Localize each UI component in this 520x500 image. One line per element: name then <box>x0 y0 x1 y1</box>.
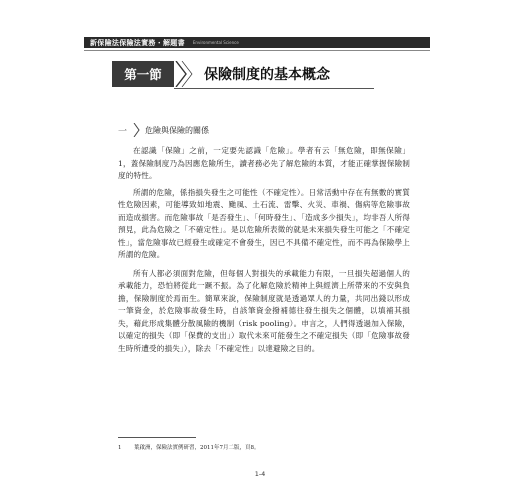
subsection-bracket-icon <box>132 123 142 137</box>
paragraph: 所有人都必須面對危險，但每個人對損失的承載能力有限，一旦損失超過個人的承載能力，恐怕將從此一蹶不振。為了化解危險於精神上與經濟上所帶來的不安與負擔，保險制度於焉而生。簡單來說，保險制度就是透過眾人的力量，共同出錢以形成一筆資金，於危險事故發生時，自該筆資金撥補德往發生損失之個體，以填補其損失，藉此形成集體分散風險的機制（risk pooling）。申言之，人們得透過加入保險，以確定的損失（即「保費的支出」）取代未來可能發生之不確定損失（即「危險事故發生時所遭受的損失」），除去「不確定性」以達避險之目的。 <box>118 268 410 353</box>
section-underline <box>174 88 374 89</box>
footnote-number: 1 <box>118 445 122 451</box>
section-divider-slash <box>174 61 198 87</box>
running-header <box>84 37 430 48</box>
header-subtitle: Environmental Science <box>192 40 239 45</box>
footnote-rule <box>118 437 196 438</box>
page-number: 1-4 <box>254 470 266 478</box>
header-title: 新保險法保險法實務・解題書 <box>90 38 185 47</box>
paragraph: 在認識「保險」之前，一定要先認識「危險」。學者有云「無危險，即無保險」1，蓋保險制度乃為因應危險所生，讀者務必先了解危險的本質，才能正確掌握保險制度的特性。 <box>118 146 410 180</box>
paragraph: 所謂的危險，係指損失發生之可能性（不確定性）。日常活動中存在有無數的實質性危險因素，可能導致如地震、颱風、土石流、雷擊、火災、車禍、傷病等危險事故而造成損害。而危險事故「是否發生」、「何時發生」、「造成多少損失」，均非吾人所得預見，此為危險之「不確定性」。是以危險所表徵的就是未來損失發生可能之「不確定性」，當危險事故已經發生或確定不會發生，因已不具備不確定性，而不再為保險學上所謂的危險。 <box>118 187 410 259</box>
footnote-text: 葉啟洲，保險法實例研習，2011年7月二版，頁8。 <box>134 445 260 451</box>
section-heading <box>112 61 372 87</box>
subsection-title: 危險與保險的關係 <box>145 126 209 135</box>
header-rule <box>84 50 430 51</box>
body-text <box>118 145 410 359</box>
section-title: 保險制度的基本概念 <box>204 67 330 83</box>
section-label: 第一節 <box>112 61 174 87</box>
subsection-number: 一 <box>118 127 128 137</box>
footnote <box>118 443 260 451</box>
subsection-heading <box>118 124 418 136</box>
